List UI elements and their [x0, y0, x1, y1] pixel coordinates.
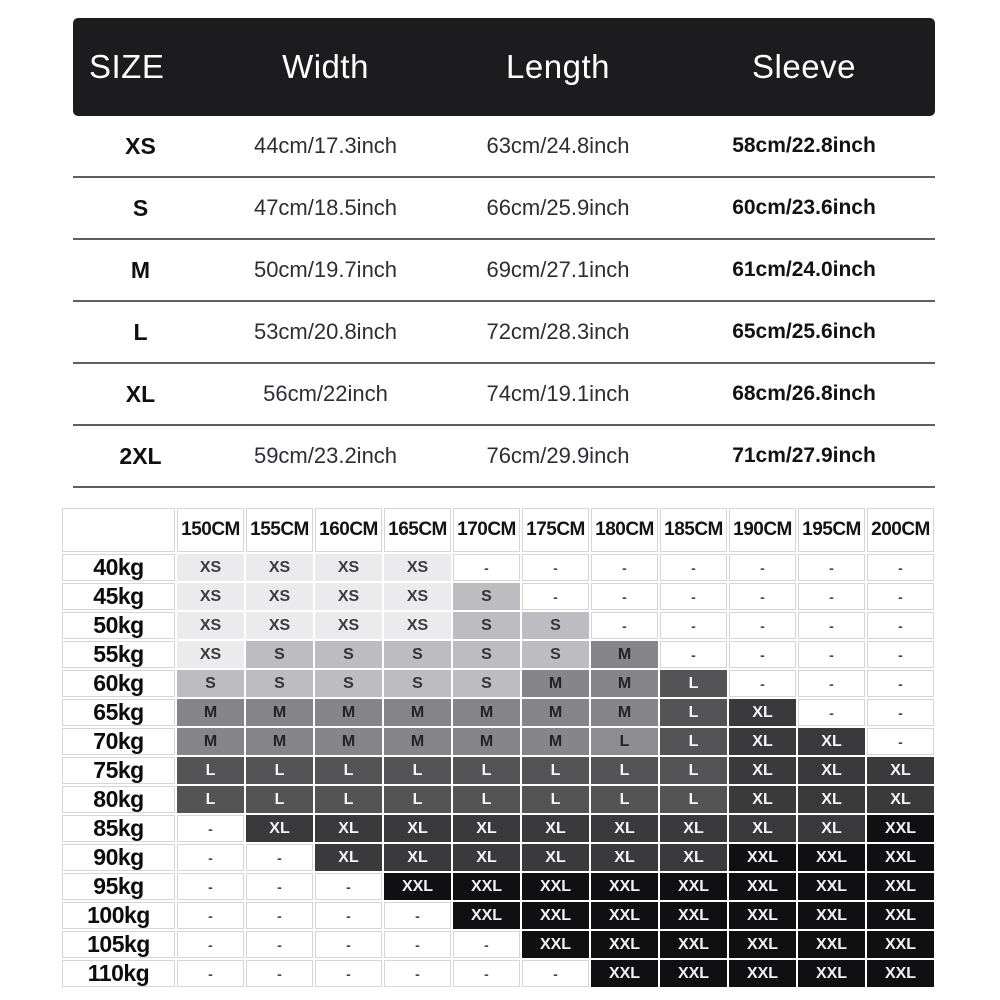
measurement-rows	[73, 116, 935, 488]
matrix-cell-size-l: L	[591, 728, 658, 755]
height-weight-matrix	[60, 506, 936, 989]
matrix-cell-size-s: S	[453, 670, 520, 697]
header-length: Length	[506, 48, 610, 85]
matrix-cell-size-xs: XS	[315, 583, 382, 610]
matrix-cell-size-xxl: XXL	[729, 960, 796, 987]
weight-label-55kg: 55kg	[62, 641, 175, 668]
matrix-cell-empty: -	[315, 873, 382, 900]
matrix-cell-size-s: S	[246, 641, 313, 668]
matrix-row-50kg	[62, 612, 934, 639]
matrix-cell-empty: -	[177, 931, 244, 958]
matrix-cell-empty: -	[246, 931, 313, 958]
matrix-cell-empty: -	[522, 554, 589, 581]
size-label: M	[130, 256, 151, 283]
matrix-cell-size-m: M	[246, 728, 313, 755]
matrix-cell-size-s: S	[315, 641, 382, 668]
size-label: XS	[125, 132, 156, 159]
width-value: 44cm/17.3inch	[253, 133, 398, 158]
measurement-row-s	[73, 178, 935, 240]
weight-label-85kg: 85kg	[62, 815, 175, 842]
matrix-cell-size-xs: XS	[246, 554, 313, 581]
matrix-cell-size-s: S	[453, 583, 520, 610]
matrix-cell-empty: -	[384, 902, 451, 929]
matrix-cell-empty: -	[522, 960, 589, 987]
height-header-180cm: 180CM	[591, 508, 658, 552]
matrix-cell-size-l: L	[522, 757, 589, 784]
matrix-cell-size-xxl: XXL	[591, 873, 658, 900]
matrix-cell-size-l: L	[246, 757, 313, 784]
width-value: 47cm/18.5inch	[253, 195, 398, 220]
matrix-cell-empty: -	[729, 554, 796, 581]
size-label: XL	[125, 380, 156, 407]
matrix-cell-size-l: L	[384, 757, 451, 784]
matrix-row-110kg	[62, 960, 934, 987]
matrix-row-45kg	[62, 583, 934, 610]
sleeve-value: 61cm/24.0inch	[732, 258, 876, 281]
matrix-cell-size-xxl: XXL	[867, 902, 934, 929]
matrix-cell-size-xxl: XXL	[729, 844, 796, 871]
measurement-table	[73, 18, 935, 488]
matrix-cell-size-xl: XL	[246, 815, 313, 842]
height-header-150cm: 150CM	[177, 508, 244, 552]
sleeve-value: 60cm/23.6inch	[732, 196, 876, 219]
weight-label-75kg: 75kg	[62, 757, 175, 784]
matrix-cell-size-l: L	[384, 786, 451, 813]
matrix-cell-size-l: L	[660, 670, 727, 697]
matrix-cell-size-xl: XL	[591, 815, 658, 842]
matrix-cell-size-m: M	[591, 699, 658, 726]
matrix-cell-size-l: L	[177, 786, 244, 813]
matrix-row-70kg	[62, 728, 934, 755]
matrix-cell-size-xxl: XXL	[867, 873, 934, 900]
height-header-190cm: 190CM	[729, 508, 796, 552]
matrix-cell-size-m: M	[522, 699, 589, 726]
matrix-cell-size-xs: XS	[246, 612, 313, 639]
matrix-cell-size-xs: XS	[177, 641, 244, 668]
matrix-cell-empty: -	[867, 583, 934, 610]
weight-label-50kg: 50kg	[62, 612, 175, 639]
size-matrix-table	[60, 506, 936, 989]
height-header-185cm: 185CM	[660, 508, 727, 552]
matrix-cell-empty: -	[453, 931, 520, 958]
matrix-row-85kg	[62, 815, 934, 842]
matrix-cell-size-xl: XL	[798, 757, 865, 784]
matrix-row-80kg	[62, 786, 934, 813]
length-value: 63cm/24.8inch	[486, 133, 630, 158]
matrix-cell-empty: -	[798, 670, 865, 697]
matrix-cell-size-xl: XL	[453, 815, 520, 842]
matrix-cell-empty: -	[591, 554, 658, 581]
matrix-row-75kg	[62, 757, 934, 784]
weight-label-60kg: 60kg	[62, 670, 175, 697]
matrix-row-40kg	[62, 554, 934, 581]
matrix-cell-empty: -	[177, 815, 244, 842]
matrix-cell-size-m: M	[591, 670, 658, 697]
matrix-cell-size-xxl: XXL	[867, 815, 934, 842]
matrix-cell-size-m: M	[522, 728, 589, 755]
matrix-cell-size-xxl: XXL	[729, 873, 796, 900]
matrix-cell-size-xl: XL	[798, 786, 865, 813]
matrix-cell-empty: -	[729, 670, 796, 697]
matrix-cell-empty: -	[246, 960, 313, 987]
matrix-cell-size-xxl: XXL	[729, 931, 796, 958]
measurement-row-xl	[73, 364, 935, 426]
matrix-cell-size-s: S	[315, 670, 382, 697]
matrix-cell-size-xxl: XXL	[453, 902, 520, 929]
matrix-cell-empty: -	[867, 728, 934, 755]
matrix-cell-size-l: L	[660, 757, 727, 784]
matrix-cell-size-xxl: XXL	[660, 960, 727, 987]
matrix-cell-size-l: L	[315, 757, 382, 784]
matrix-cell-size-xxl: XXL	[798, 873, 865, 900]
matrix-cell-size-xxl: XXL	[522, 931, 589, 958]
matrix-cell-size-xxl: XXL	[798, 902, 865, 929]
matrix-cell-size-xs: XS	[315, 612, 382, 639]
matrix-cell-size-s: S	[384, 670, 451, 697]
matrix-cell-size-m: M	[177, 699, 244, 726]
width-value: 53cm/20.8inch	[253, 319, 398, 344]
matrix-cell-size-xl: XL	[660, 815, 727, 842]
matrix-cell-size-xl: XL	[867, 757, 934, 784]
weight-label-65kg: 65kg	[62, 699, 175, 726]
matrix-row-55kg	[62, 641, 934, 668]
sleeve-value: 71cm/27.9inch	[732, 444, 876, 467]
height-header-165cm: 165CM	[384, 508, 451, 552]
matrix-cell-empty: -	[246, 902, 313, 929]
matrix-cell-size-xs: XS	[177, 554, 244, 581]
measurement-row-2xl	[73, 426, 935, 488]
matrix-cell-empty: -	[591, 612, 658, 639]
matrix-row-65kg	[62, 699, 934, 726]
matrix-cell-empty: -	[177, 902, 244, 929]
matrix-cell-size-xl: XL	[729, 699, 796, 726]
matrix-cell-size-m: M	[177, 728, 244, 755]
matrix-cell-size-m: M	[591, 641, 658, 668]
sleeve-value: 65cm/25.6inch	[732, 320, 876, 343]
matrix-cell-size-xxl: XXL	[729, 902, 796, 929]
matrix-cell-size-l: L	[522, 786, 589, 813]
matrix-cell-empty: -	[315, 931, 382, 958]
matrix-cell-empty: -	[798, 699, 865, 726]
matrix-cell-size-xl: XL	[798, 815, 865, 842]
sleeve-value: 58cm/22.8inch	[732, 134, 876, 157]
matrix-cell-size-xl: XL	[384, 844, 451, 871]
weight-label-70kg: 70kg	[62, 728, 175, 755]
matrix-cell-size-m: M	[315, 728, 382, 755]
matrix-cell-size-xxl: XXL	[591, 960, 658, 987]
matrix-cell-empty: -	[867, 641, 934, 668]
matrix-cell-empty: -	[246, 844, 313, 871]
matrix-row-95kg	[62, 873, 934, 900]
matrix-cell-size-xxl: XXL	[384, 873, 451, 900]
matrix-cell-empty: -	[315, 902, 382, 929]
height-header-200cm: 200CM	[867, 508, 934, 552]
matrix-cell-size-xl: XL	[315, 844, 382, 871]
size-label: 2XL	[119, 442, 162, 469]
height-header-175cm: 175CM	[522, 508, 589, 552]
matrix-cell-empty: -	[660, 641, 727, 668]
matrix-cell-size-l: L	[315, 786, 382, 813]
matrix-cell-size-xs: XS	[384, 554, 451, 581]
matrix-cell-size-xxl: XXL	[867, 960, 934, 987]
matrix-cell-empty: -	[867, 670, 934, 697]
matrix-cell-size-s: S	[246, 670, 313, 697]
matrix-cell-size-s: S	[453, 612, 520, 639]
matrix-cell-empty: -	[729, 641, 796, 668]
size-label: S	[132, 194, 149, 221]
matrix-cell-empty: -	[867, 554, 934, 581]
matrix-cell-size-xl: XL	[453, 844, 520, 871]
weight-label-45kg: 45kg	[62, 583, 175, 610]
matrix-cell-size-xxl: XXL	[798, 960, 865, 987]
matrix-cell-empty: -	[798, 612, 865, 639]
matrix-cell-size-m: M	[384, 728, 451, 755]
matrix-cell-size-xl: XL	[522, 815, 589, 842]
matrix-cell-size-l: L	[591, 786, 658, 813]
matrix-cell-size-l: L	[453, 757, 520, 784]
matrix-cell-size-xl: XL	[660, 844, 727, 871]
matrix-cell-empty: -	[177, 844, 244, 871]
matrix-cell-size-xs: XS	[315, 554, 382, 581]
matrix-row-90kg	[62, 844, 934, 871]
matrix-cell-empty: -	[453, 554, 520, 581]
matrix-cell-size-xl: XL	[798, 728, 865, 755]
matrix-cell-empty: -	[384, 960, 451, 987]
matrix-cell-size-m: M	[315, 699, 382, 726]
matrix-cell-size-xxl: XXL	[798, 931, 865, 958]
matrix-cell-size-xl: XL	[729, 815, 796, 842]
matrix-cell-empty: -	[798, 583, 865, 610]
matrix-cell-size-s: S	[453, 641, 520, 668]
matrix-cell-size-xs: XS	[177, 612, 244, 639]
weight-label-90kg: 90kg	[62, 844, 175, 871]
matrix-cell-size-s: S	[384, 641, 451, 668]
matrix-cell-size-xs: XS	[384, 583, 451, 610]
header-width: Width	[282, 48, 369, 85]
matrix-cell-empty: -	[315, 960, 382, 987]
matrix-cell-size-l: L	[660, 786, 727, 813]
matrix-cell-size-xl: XL	[729, 757, 796, 784]
measurement-row-l	[73, 302, 935, 364]
weight-label-105kg: 105kg	[62, 931, 175, 958]
height-header-195cm: 195CM	[798, 508, 865, 552]
matrix-cell-size-xxl: XXL	[522, 873, 589, 900]
matrix-cell-empty: -	[798, 641, 865, 668]
matrix-cell-size-xs: XS	[246, 583, 313, 610]
weight-label-40kg: 40kg	[62, 554, 175, 581]
width-value: 59cm/23.2inch	[253, 443, 398, 468]
matrix-cell-size-l: L	[177, 757, 244, 784]
matrix-cell-size-xl: XL	[867, 786, 934, 813]
measurement-row-m	[73, 240, 935, 302]
measurement-row-xs	[73, 116, 935, 178]
matrix-corner-cell	[62, 508, 175, 552]
matrix-cell-empty: -	[522, 583, 589, 610]
matrix-cell-size-xxl: XXL	[591, 931, 658, 958]
matrix-cell-empty: -	[729, 612, 796, 639]
height-header-155cm: 155CM	[246, 508, 313, 552]
matrix-cell-size-xxl: XXL	[660, 902, 727, 929]
matrix-cell-size-xs: XS	[384, 612, 451, 639]
weight-label-110kg: 110kg	[62, 960, 175, 987]
matrix-cell-empty: -	[660, 583, 727, 610]
matrix-cell-size-xxl: XXL	[660, 931, 727, 958]
matrix-row-60kg	[62, 670, 934, 697]
matrix-row-105kg	[62, 931, 934, 958]
matrix-cell-empty: -	[384, 931, 451, 958]
matrix-cell-empty: -	[246, 873, 313, 900]
matrix-cell-size-xxl: XXL	[867, 844, 934, 871]
matrix-cell-size-xxl: XXL	[453, 873, 520, 900]
height-header-160cm: 160CM	[315, 508, 382, 552]
matrix-cell-empty: -	[591, 583, 658, 610]
matrix-cell-size-xl: XL	[522, 844, 589, 871]
matrix-cell-size-xs: XS	[177, 583, 244, 610]
matrix-cell-empty: -	[177, 873, 244, 900]
matrix-cell-empty: -	[660, 612, 727, 639]
matrix-cell-size-xl: XL	[729, 728, 796, 755]
matrix-cell-empty: -	[867, 612, 934, 639]
matrix-cell-size-m: M	[246, 699, 313, 726]
matrix-cell-size-l: L	[660, 728, 727, 755]
matrix-cell-size-l: L	[660, 699, 727, 726]
matrix-cell-size-m: M	[453, 728, 520, 755]
length-value: 72cm/28.3inch	[486, 319, 630, 344]
matrix-cell-size-l: L	[591, 757, 658, 784]
sleeve-value: 68cm/26.8inch	[732, 382, 876, 405]
matrix-cell-size-m: M	[453, 699, 520, 726]
matrix-cell-empty: -	[660, 554, 727, 581]
matrix-cell-empty: -	[177, 960, 244, 987]
measurement-table-header	[73, 18, 935, 116]
matrix-cell-empty: -	[729, 583, 796, 610]
matrix-cell-empty: -	[453, 960, 520, 987]
matrix-cell-empty: -	[798, 554, 865, 581]
height-header-170cm: 170CM	[453, 508, 520, 552]
header-size: SIZE	[89, 48, 165, 85]
weight-label-80kg: 80kg	[62, 786, 175, 813]
matrix-cell-size-xl: XL	[729, 786, 796, 813]
size-label: L	[133, 318, 148, 345]
matrix-cell-size-s: S	[522, 612, 589, 639]
matrix-cell-size-xxl: XXL	[522, 902, 589, 929]
matrix-cell-size-xl: XL	[315, 815, 382, 842]
header-sleeve: Sleeve	[752, 48, 856, 85]
matrix-cell-size-m: M	[384, 699, 451, 726]
matrix-cell-size-xxl: XXL	[660, 873, 727, 900]
matrix-cell-size-xxl: XXL	[867, 931, 934, 958]
matrix-cell-size-xl: XL	[384, 815, 451, 842]
matrix-cell-empty: -	[867, 699, 934, 726]
matrix-cell-size-l: L	[453, 786, 520, 813]
matrix-row-100kg	[62, 902, 934, 929]
matrix-cell-size-s: S	[177, 670, 244, 697]
length-value: 74cm/19.1inch	[486, 381, 630, 406]
matrix-cell-size-xxl: XXL	[798, 844, 865, 871]
matrix-cell-size-s: S	[522, 641, 589, 668]
matrix-header-row	[62, 508, 934, 552]
weight-label-100kg: 100kg	[62, 902, 175, 929]
matrix-cell-size-l: L	[246, 786, 313, 813]
matrix-cell-size-xxl: XXL	[591, 902, 658, 929]
length-value: 69cm/27.1inch	[486, 257, 630, 282]
width-value: 56cm/22inch	[263, 381, 388, 406]
length-value: 66cm/25.9inch	[486, 195, 630, 220]
matrix-cell-size-xl: XL	[591, 844, 658, 871]
matrix-cell-size-m: M	[522, 670, 589, 697]
length-value: 76cm/29.9inch	[486, 443, 630, 468]
weight-label-95kg: 95kg	[62, 873, 175, 900]
width-value: 50cm/19.7inch	[253, 257, 398, 282]
